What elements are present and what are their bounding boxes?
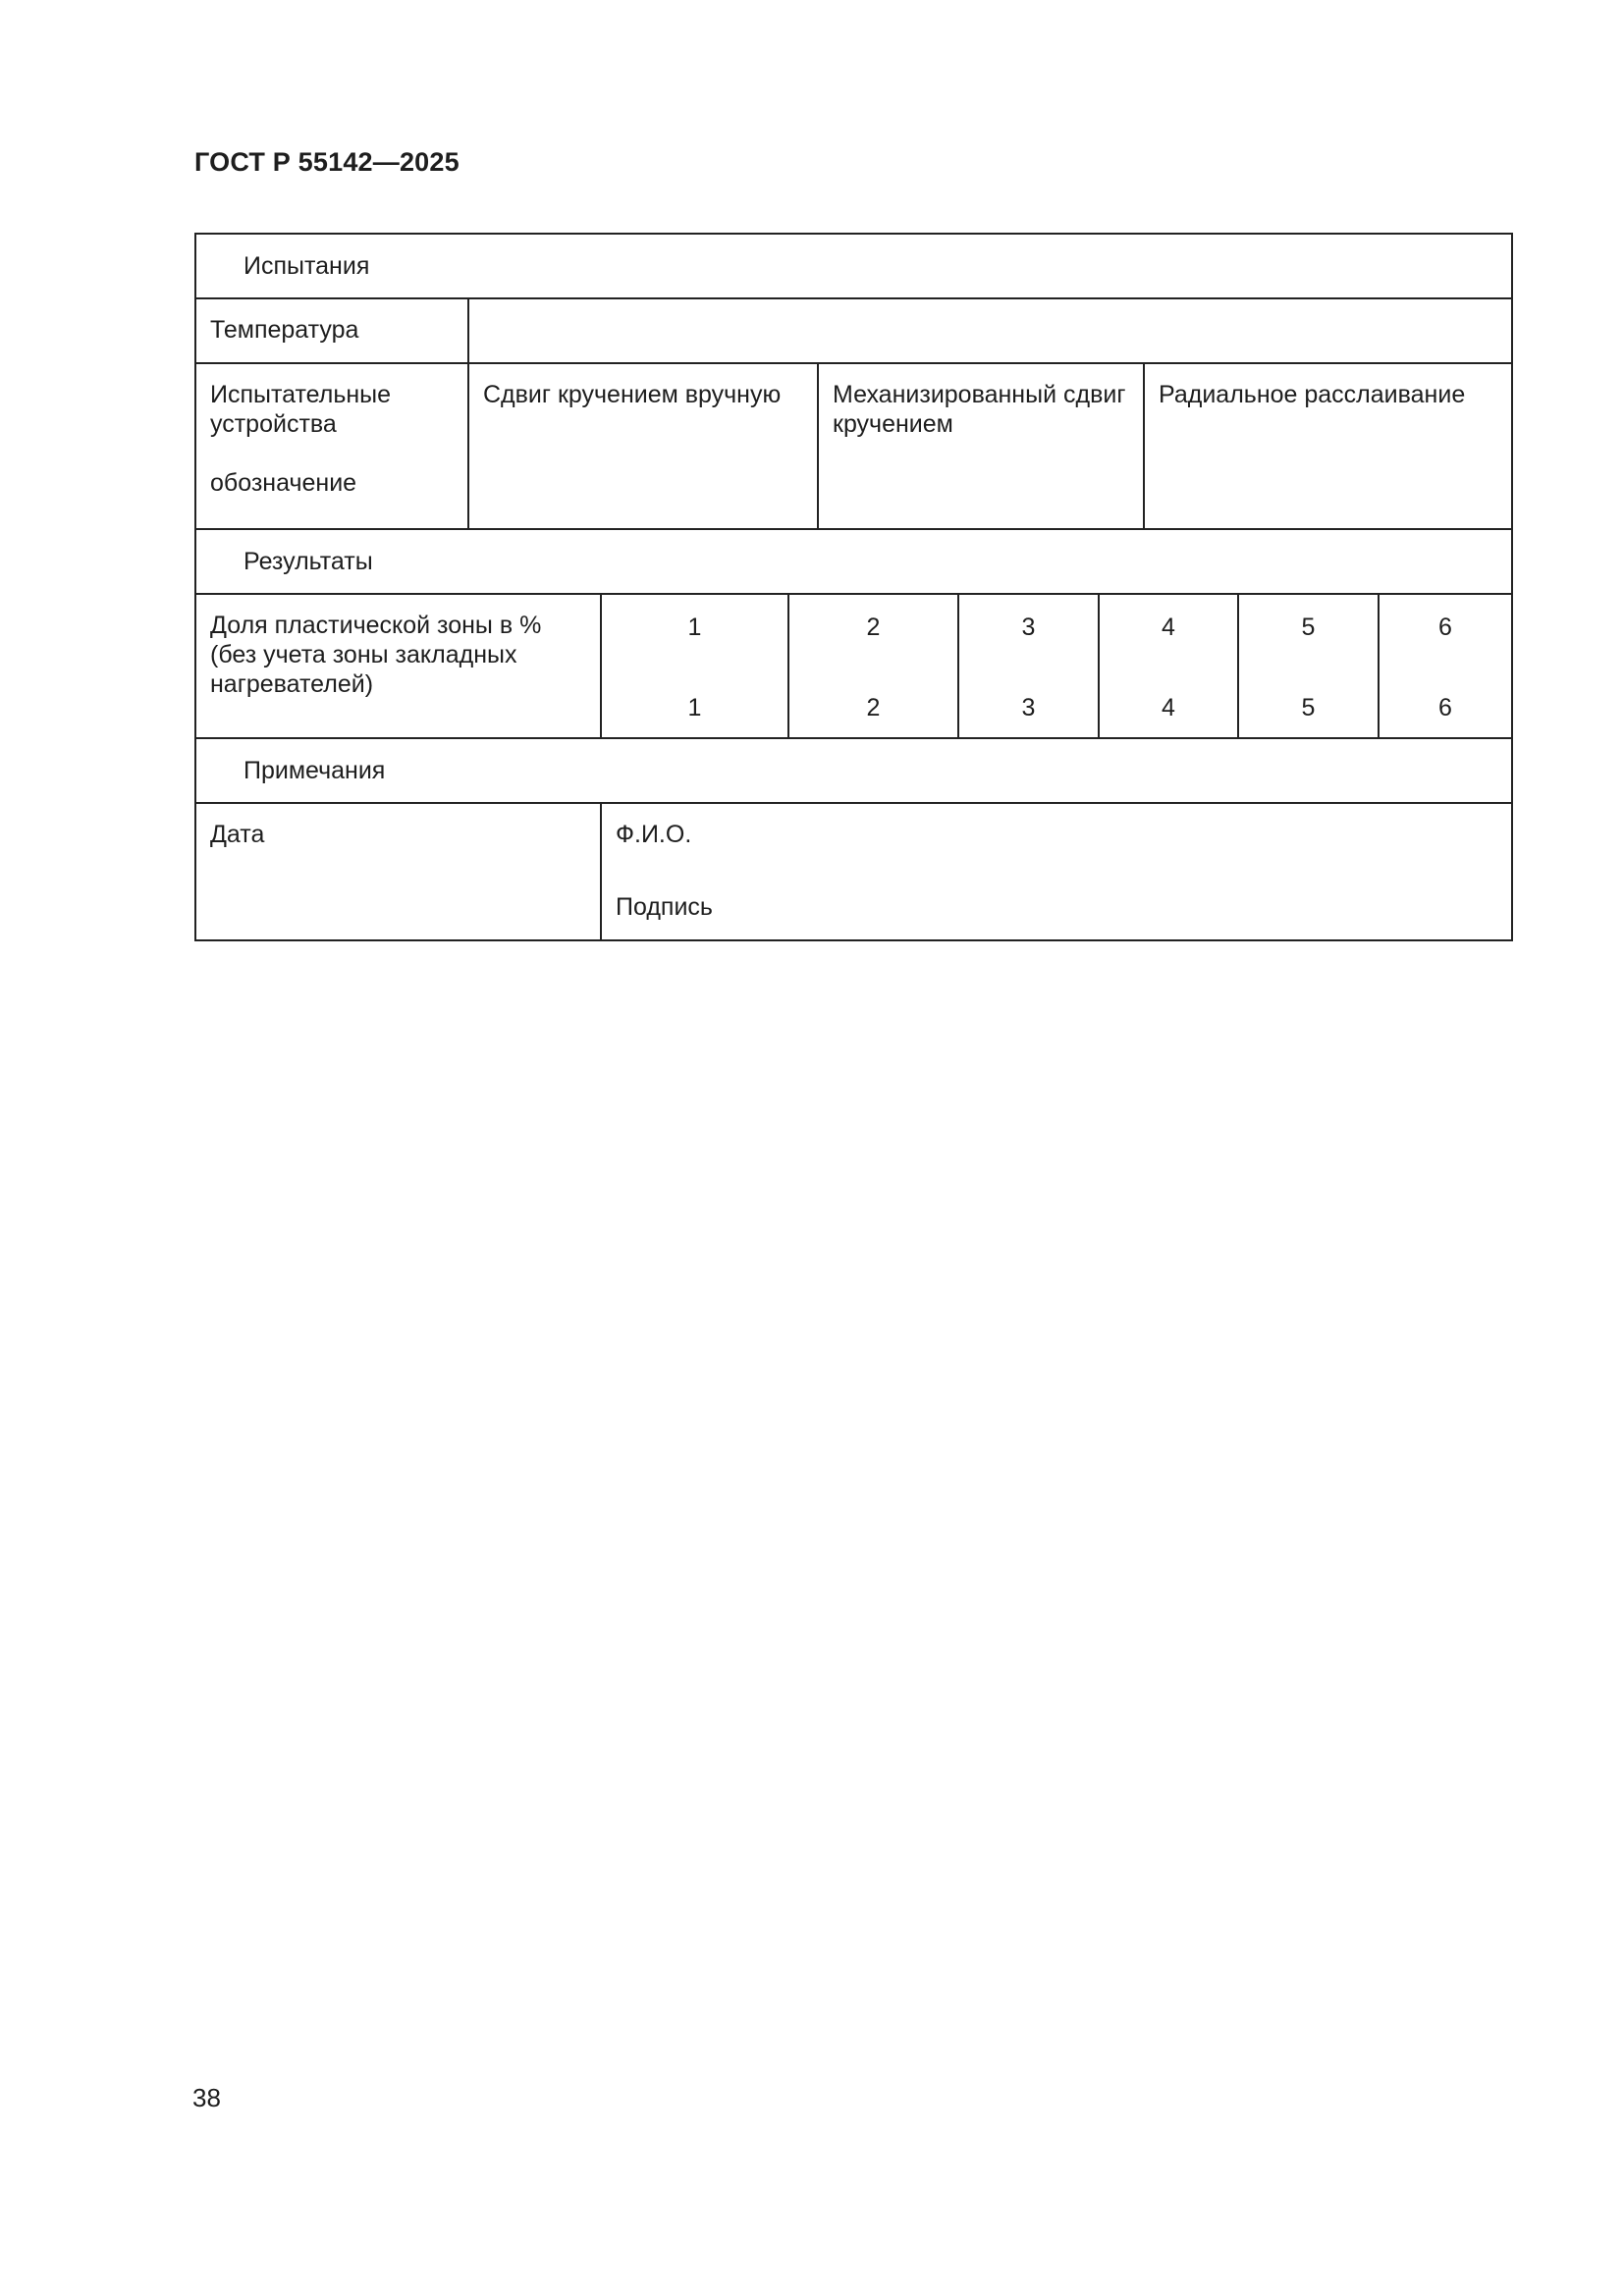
name-label: Ф.И.О.	[616, 821, 692, 848]
notes-section-row	[194, 739, 1513, 804]
designation-label: обозначение	[210, 469, 357, 497]
plastic-zone-row	[194, 595, 1513, 739]
test-report-form	[194, 233, 1513, 941]
sample-bottom-value: 6	[1438, 694, 1452, 721]
sample-bottom-value: 1	[687, 694, 702, 721]
sample-bottom-value: 3	[1021, 694, 1036, 721]
signature-row	[194, 804, 1513, 941]
page-number: 38	[192, 2083, 221, 2112]
sample-cell-2	[787, 595, 957, 737]
temperature-value-cell	[467, 299, 1511, 362]
test-devices-label-cell	[196, 364, 467, 528]
sample-cell-6	[1378, 595, 1511, 737]
sample-cell-3	[957, 595, 1098, 737]
tests-section-row	[194, 233, 1513, 299]
sample-cell-4	[1098, 595, 1237, 737]
results-section-title: Результаты	[244, 548, 373, 575]
sample-cell-1	[600, 595, 787, 737]
notes-section-title: Примечания	[244, 757, 386, 784]
sample-top-value: 3	[1021, 614, 1036, 641]
tests-section-title: Испытания	[244, 252, 370, 280]
sample-bottom-value: 5	[1301, 694, 1316, 721]
document-header: ГОСТ Р 55142—2025	[194, 147, 460, 177]
test-devices-row	[194, 364, 1513, 530]
date-label: Дата	[210, 821, 265, 848]
sample-bottom-value: 4	[1162, 694, 1175, 721]
test-devices-label-line2: устройства	[210, 410, 337, 438]
temperature-row	[194, 299, 1513, 364]
device-manual-torsion-cell: Сдвиг кручением вручную	[467, 364, 817, 528]
sample-top-value: 6	[1438, 614, 1452, 641]
device-mechanized-line1: Механизированный сдвиг	[833, 381, 1126, 408]
plastic-zone-label-line3: нагревателей)	[210, 670, 374, 698]
device-mechanized-torsion-cell	[817, 364, 1143, 528]
results-section-row	[194, 530, 1513, 595]
sample-top-value: 4	[1162, 614, 1175, 641]
signature-label: Подпись	[616, 893, 713, 921]
sample-bottom-value: 2	[866, 694, 881, 721]
device-mechanized-line2: кручением	[833, 410, 953, 438]
sample-top-value: 5	[1301, 614, 1316, 641]
device-radial-peel-cell: Радиальное расслаивание	[1143, 364, 1511, 528]
sample-top-value: 2	[866, 614, 881, 641]
test-devices-label-line1: Испытательные	[210, 381, 392, 408]
sample-cell-5	[1237, 595, 1378, 737]
name-signature-cell	[600, 804, 1511, 939]
plastic-zone-label-cell	[196, 595, 600, 737]
sample-top-value: 1	[687, 614, 702, 641]
plastic-zone-label-line1: Доля пластической зоны в %	[210, 612, 542, 639]
plastic-zone-label-line2: (без учета зоны закладных	[210, 641, 517, 668]
temperature-label: Температура	[210, 316, 359, 344]
